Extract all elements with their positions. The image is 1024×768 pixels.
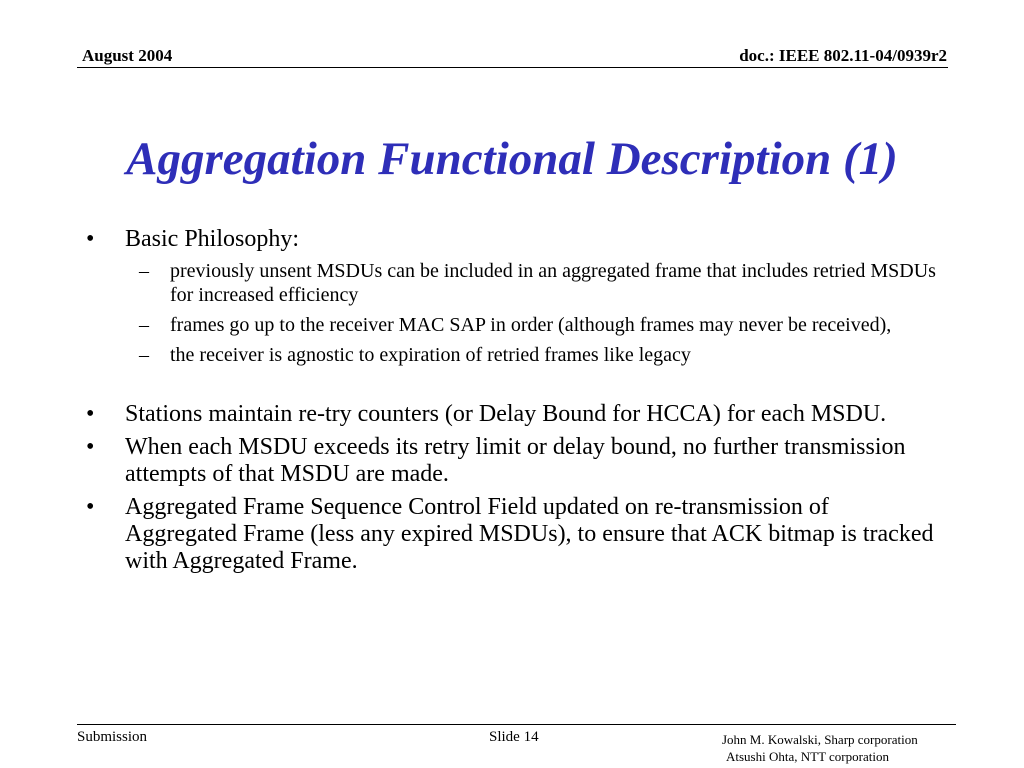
slide-body [84,226,944,581]
sub-bullet-receiver-agnostic [130,343,944,367]
sub-bullet-text: previously unsent MSDUs can be included in an aggregated frame that includes retried MSDUs for increased efficiency [170,260,936,306]
bullet-marker: • [86,434,95,460]
footer-authors [722,731,962,765]
bullet-retry-counters [84,401,944,428]
bullet-sequence-control [84,494,944,575]
footer-author-1: John M. Kowalski, Sharp corporation [722,732,918,747]
bullet-text: Stations maintain re-try counters (or Delay Bound for HCCA) for each MSDU. [125,401,887,427]
bullet-text: When each MSDU exceeds its retry limit or delay bound, no further transmission attempts of that MSDU are made. [125,434,906,487]
bullet-marker: • [86,226,95,252]
header-date: August 2004 [82,46,173,65]
header-rule [77,67,948,68]
header-doc-id: doc.: IEEE 802.11-04/0939r2 [739,46,947,65]
bullet-marker: • [86,494,95,520]
bullet-basic-philosophy [84,226,944,253]
bullet-text: Aggregated Frame Sequence Control Field updated on re-transmission of Aggregated Frame (less any expired MSDUs), to ensure that ACK bitmap is tracked with Aggregated Frame. [125,494,934,574]
dash-marker: – [139,260,149,282]
dash-marker: – [139,314,149,336]
sub-bullet-frames-in-order [130,313,944,337]
bullet-retry-limit [84,434,944,488]
footer-rule [77,724,956,725]
footer-submission: Submission [77,729,148,745]
slide-title: Aggregation Functional Description (1) [126,133,898,185]
footer-author-2: Atsushi Ohta, NTT corporation [726,749,889,764]
spacer [84,373,944,401]
bullet-text: Basic Philosophy: [125,226,300,252]
footer-slide-number: Slide 14 [489,729,539,745]
sub-bullet-text: frames go up to the receiver MAC SAP in order (although frames may never be received), [170,314,892,336]
sub-bullet-unsent-msdus [130,259,944,307]
bullet-marker: • [86,401,95,427]
sub-bullet-text: the receiver is agnostic to expiration of retried frames like legacy [170,344,691,366]
dash-marker: – [139,344,149,366]
